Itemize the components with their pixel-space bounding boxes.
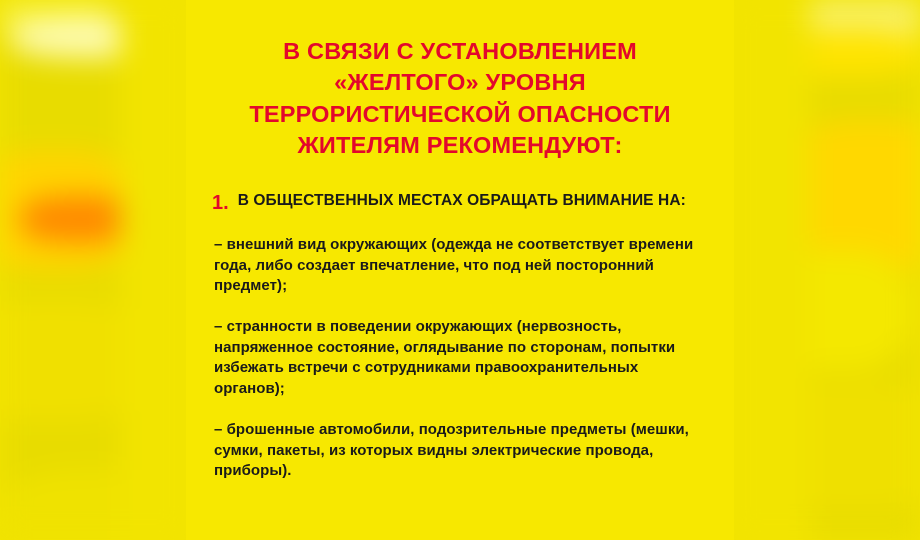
heading-line-4: ЖИТЕЛЯМ РЕКОМЕНДУЮТ: <box>297 131 623 158</box>
heading-line-3: ТЕРРОРИСТИЧЕСКОЙ ОПАСНОСТИ <box>249 100 671 127</box>
list-item <box>212 191 708 215</box>
list-item-title: В ОБЩЕСТВЕННЫХ МЕСТАХ ОБРАЩАТЬ ВНИМАНИЕ НА: <box>237 192 686 209</box>
list-item-number: 1. <box>212 192 229 214</box>
background-blob <box>120 0 190 540</box>
list-item-paragraph: – брошенные автомобили, подозрительные предметы (мешки, сумки, пакеты, из которых видны электрические провода, приборы). <box>214 420 689 480</box>
list-item-paragraph: – странности в поведении окружающих (нервозность, напряженное состояние, оглядывание по сторонам, попытки избежать встречи с сотрудниками правоохранительных органов); <box>214 318 676 398</box>
poster-heading <box>212 0 708 161</box>
heading-line-2: «ЖЕЛТОГО» УРОВНЯ <box>334 69 586 96</box>
background-blur-left <box>0 0 190 540</box>
heading-line-1: В СВЯЗИ С УСТАНОВЛЕНИЕМ <box>283 38 637 64</box>
list-item-paragraph: – внешний вид окружающих (одежда не соответствует времени года, либо создает впечатление, что под ней посторонний предмет); <box>214 236 694 295</box>
poster-panel <box>186 0 734 540</box>
background-blob <box>730 0 810 540</box>
background-blur-right <box>730 0 920 540</box>
